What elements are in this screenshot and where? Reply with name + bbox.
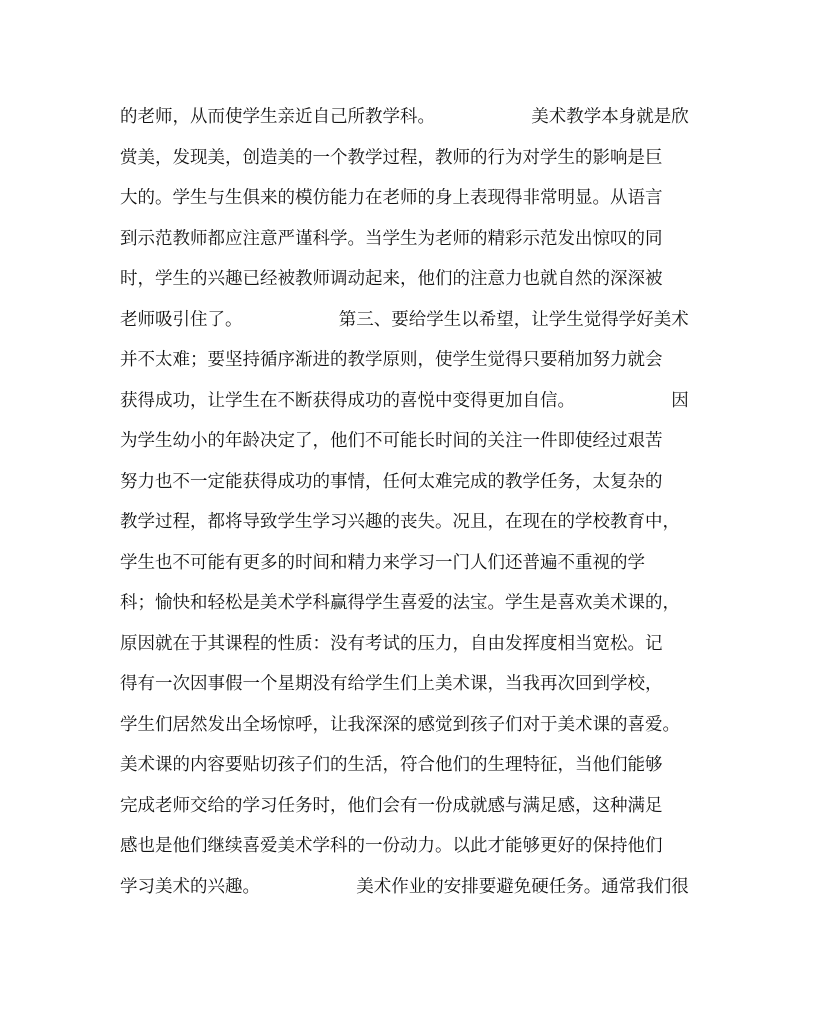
text-line: 赏美，发现美，创造美的一个教学过程，教师的行为对学生的影响是巨 [120,147,663,168]
text-line: 获得成功，让学生在不断获得成功的喜悦中变得更加自信。 因 [120,390,689,411]
text-line: 学习美术的兴趣。 美术作业的安排要避免硬任务。通常我们很 [120,876,689,897]
text-line: 时，学生的兴趣已经被教师调动起来，他们的注意力也就自然的深深被 [120,269,663,289]
text-line: 完成老师交给的学习任务时，他们会有一份成就感与满足感，这种满足 [120,795,663,816]
text-line: 学生也不可能有更多的时间和精力来学习一门人们还普遍不重视的学 [120,552,645,573]
body-text [120,97,700,907]
text-line: 到示范教师都应注意严谨科学。当学生为老师的精彩示范发出惊叹的同 [120,228,663,249]
text-line: 感也是他们继续喜爱美术学科的一份动力。以此才能够更好的保持他们 [120,836,663,856]
text-line: 科；愉快和轻松是美术学科赢得学生喜爱的法宝。学生是喜欢美术课的， [120,593,680,613]
text-line: 美术课的内容要贴切孩子们的生活，符合他们的生理特征，当他们能够 [120,755,663,775]
text-line: 学生们居然发出全场惊呼，让我深深的感觉到孩子们对于美术课的喜爱。 [120,714,680,735]
text-line: 并不太难；要坚持循序渐进的教学原则，使学生觉得只要稍加努力就会 [120,350,663,370]
text-line: 原因就在于其课程的性质：没有考试的压力，自由发挥度相当宽松。记 [120,633,663,654]
text-line: 的老师，从而使学生亲近自己所教学科。 美术教学本身就是欣 [120,107,689,127]
text-line: 得有一次因事假一个星期没有给学生们上美术课，当我再次回到学校， [120,674,663,694]
text-line: 大的。学生与生俱来的模仿能力在老师的身上表现得非常明显。从语言 [120,188,663,208]
text-line: 努力也不一定能获得成功的事情，任何太难完成的教学任务，太复杂的 [120,471,663,492]
text-line: 为学生幼小的年龄决定了，他们不可能长时间的关注一件即使经过艰苦 [120,431,663,451]
text-line: 教学过程，都将导致学生学习兴趣的丧失。况且，在现在的学校教育中， [120,512,680,532]
text-line: 老师吸引住了。 第三、要给学生以希望，让学生觉得学好美术 [120,309,689,330]
